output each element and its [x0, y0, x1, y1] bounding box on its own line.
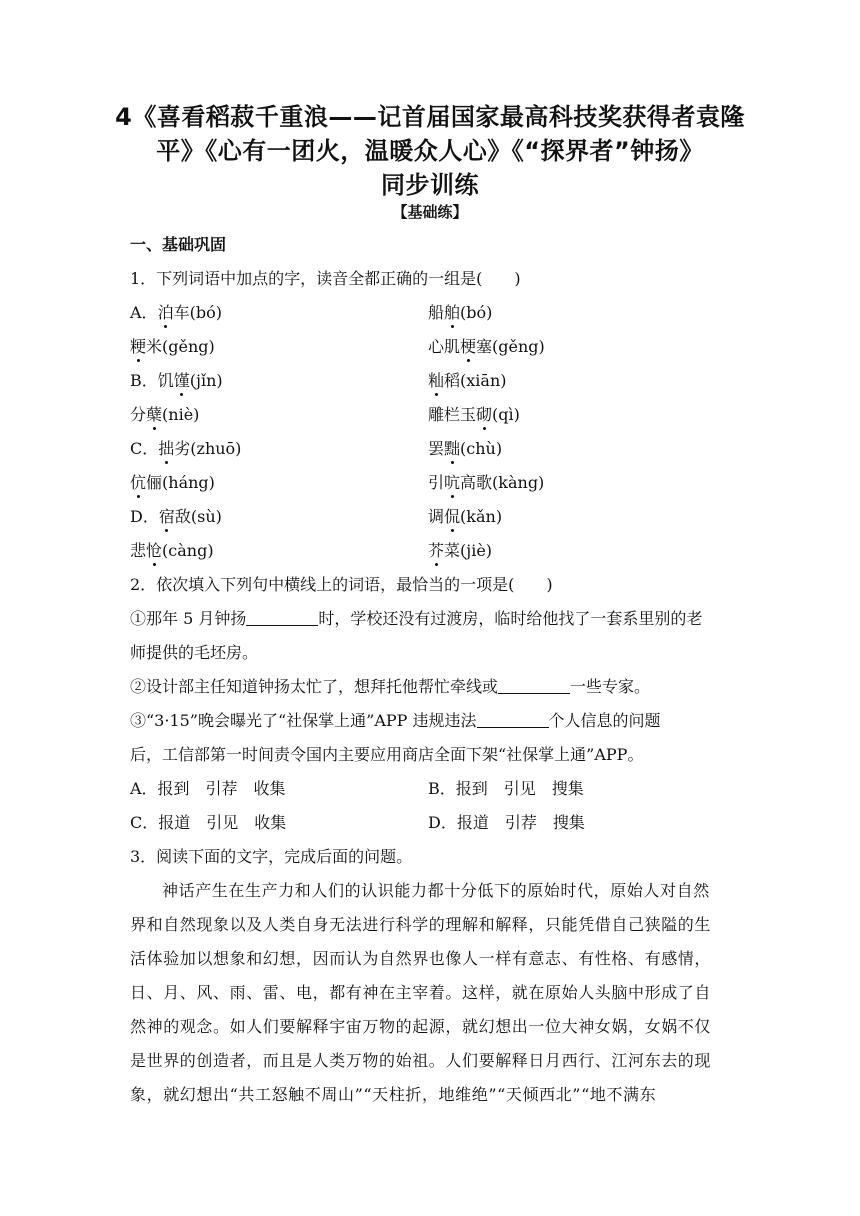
- word-text: (qì): [492, 405, 520, 424]
- fill-blank: [477, 708, 549, 728]
- question-1-option-row: [130, 534, 735, 568]
- word-pronunciation-left: [130, 466, 428, 500]
- page-title-line-1: 4《喜看稻菽千重浪——记首届国家最高科技奖获得者袁隆: [115, 103, 745, 131]
- document-body: [130, 228, 735, 1112]
- word-text: B．饥: [130, 371, 174, 390]
- word-pronunciation-left: [130, 330, 428, 364]
- word-text: 罢: [428, 439, 445, 458]
- dotted-character: 拙: [158, 432, 174, 466]
- question-1-option-row: [130, 398, 735, 432]
- word-text: 心肌: [428, 337, 461, 356]
- question-2-options-row: [130, 806, 735, 840]
- question-1-option-row: [130, 432, 735, 466]
- question-2-stem: 2．依次填入下列句中横线上的词语，最恰当的一项是( ): [130, 575, 553, 594]
- passage-line: [130, 874, 735, 908]
- dotted-character: 侃: [444, 500, 460, 534]
- dotted-character: 籼: [428, 364, 444, 398]
- passage-text: 日、月、风、雨、雷、电，都有神在主宰着。这样，就在原始人头脑中形成了自: [130, 983, 712, 1002]
- dotted-character: 粳: [130, 330, 146, 364]
- question-1-option-row: [130, 500, 735, 534]
- dotted-character: 泊: [158, 296, 174, 330]
- passage-line: [130, 908, 735, 942]
- passage-text: 神话产生在生产力和人们的认识能力都十分低下的原始时代，原始人对自然: [162, 881, 710, 900]
- word-text: 菜(jiè): [444, 541, 493, 560]
- word-pronunciation-left: [130, 500, 428, 534]
- passage-line: [130, 1044, 735, 1078]
- word-pronunciation-right: [428, 466, 544, 500]
- question-1-options: [130, 296, 735, 568]
- dotted-character: 宿: [159, 500, 175, 534]
- word-text: (jǐn): [189, 371, 223, 390]
- word-pronunciation-left: [130, 432, 428, 466]
- dotted-character: 馑: [174, 364, 190, 398]
- passage-text: 象，就幻想出“共工怒触不周山”“天柱折，地维绝”“天倾西北”“地不满东: [130, 1085, 657, 1104]
- word-pronunciation-left: [130, 534, 428, 568]
- dotted-character: 砌: [476, 398, 492, 432]
- dotted-character: 梗: [460, 330, 476, 364]
- passage-text: 界和自然现象以及人类自身无法进行科学的理解和解释，只能凭借自己狭隘的生: [130, 915, 712, 934]
- question-1-option-row: [130, 466, 735, 500]
- fill-blank: [246, 606, 318, 626]
- fill-blank: [498, 674, 570, 694]
- practice-level-badge: 【基础练】: [392, 203, 468, 221]
- word-text: 塞(gěng): [476, 337, 545, 356]
- question-3-stem: 3．阅读下面的文字，完成后面的问题。: [130, 847, 413, 866]
- word-text: D．: [130, 507, 159, 526]
- word-text: 引: [428, 473, 445, 492]
- word-pronunciation-right: [428, 364, 507, 398]
- sentence-text: ③“3·15”晚会曝光了“社保掌上通”APP 违规违法: [130, 711, 477, 730]
- dotted-character: 伉: [130, 466, 146, 500]
- passage-text: 是世界的创造者，而且是人类万物的始祖。人们要解释日月西行、江河东去的现: [130, 1051, 712, 1070]
- word-text: 分: [130, 405, 147, 424]
- word-pronunciation-right: [428, 500, 502, 534]
- page-title-line-2: 平》《心有一团火，温暖众人心》《“探界者”钟扬》: [156, 137, 704, 165]
- question-2-options-row: [130, 772, 735, 806]
- word-text: 稻(xiān): [444, 371, 507, 390]
- passage-line: [130, 976, 735, 1010]
- question-1-option-row: [130, 330, 735, 364]
- dotted-character: 舶: [444, 296, 460, 330]
- word-text: (chù): [460, 439, 503, 458]
- title-block: [0, 100, 860, 224]
- word-pronunciation-left: [130, 296, 428, 330]
- option-d: D．报道 引荐 搜集: [428, 813, 585, 832]
- dotted-character: 怆: [146, 534, 162, 568]
- section-heading: 一、基础巩固: [130, 235, 227, 254]
- word-text: 米(gěng): [146, 337, 215, 356]
- word-text: 劣(zhuō): [174, 439, 242, 458]
- sentence-text: ②设计部主任知道钟扬太忙了，想拜托他帮忙牵线或: [130, 677, 499, 696]
- sentence-text: ①那年 5 月钟扬: [130, 609, 247, 628]
- option-c: C．报道 引见 收集: [130, 813, 287, 832]
- option-a: A．报到 引荐 收集: [130, 779, 286, 798]
- word-text: 高歌(kàng): [460, 473, 545, 492]
- word-text: 调: [428, 507, 445, 526]
- question-1-option-row: [130, 296, 735, 330]
- word-pronunciation-right: [428, 296, 492, 330]
- word-text: C．: [130, 439, 159, 458]
- question-1-stem: 1．下列词语中加点的字，读音全都正确的一组是( ): [130, 269, 521, 288]
- passage-line: [130, 942, 735, 976]
- word-text: 敌(sù): [174, 507, 222, 526]
- word-pronunciation-right: [428, 534, 492, 568]
- passage-line: [130, 1078, 735, 1112]
- question-2-sentence-1-cont: 师提供的毛坯房。: [130, 643, 259, 662]
- dotted-character: 芥: [428, 534, 444, 568]
- word-text: (niè): [162, 405, 200, 424]
- word-pronunciation-left: [130, 398, 428, 432]
- sentence-text: 时，学校还没有过渡房，临时给他找了一套系里别的老: [318, 609, 703, 628]
- sentence-text: 一些专家。: [570, 677, 651, 696]
- word-pronunciation-left: [130, 364, 428, 398]
- dotted-character: 吭: [444, 466, 460, 500]
- passage-line: [130, 1010, 735, 1044]
- word-text: 车(bó): [173, 303, 222, 322]
- word-text: 船: [428, 303, 445, 322]
- word-text: A．: [130, 303, 158, 322]
- passage-text: 然神的观念。如人们要解释宇宙万物的起源，就幻想出一位大神女娲，女娲不仅: [130, 1017, 712, 1036]
- dotted-character: 蘖: [146, 398, 162, 432]
- word-text: (bó): [460, 303, 493, 322]
- reading-passage: [130, 874, 735, 1112]
- question-2-sentence-3: [130, 704, 735, 738]
- passage-text: 活体验加以想象和幻想，因而认为自然界也像人一样有意志、有性格、有感情，: [130, 949, 712, 968]
- word-text: (kǎn): [460, 507, 503, 526]
- option-b: B．报到 引见 搜集: [428, 779, 584, 798]
- word-pronunciation-right: [428, 432, 502, 466]
- question-2-sentence-2: [130, 670, 735, 704]
- word-text: 俪(háng): [146, 473, 215, 492]
- page-title-line-3: 同步训练: [381, 171, 479, 199]
- word-pronunciation-right: [428, 330, 545, 364]
- word-text: (càng): [162, 541, 214, 560]
- word-text: 悲: [130, 541, 147, 560]
- dotted-character: 黜: [444, 432, 460, 466]
- question-1-option-row: [130, 364, 735, 398]
- question-2-sentence-1: [130, 602, 735, 636]
- word-pronunciation-right: [428, 398, 520, 432]
- question-2-sentence-3-cont: 后，工信部第一时间责令国内主要应用商店全面下架“社保掌上通”APP。: [130, 745, 644, 764]
- sentence-text: 个人信息的问题: [548, 711, 661, 730]
- word-text: 雕栏玉: [428, 405, 477, 424]
